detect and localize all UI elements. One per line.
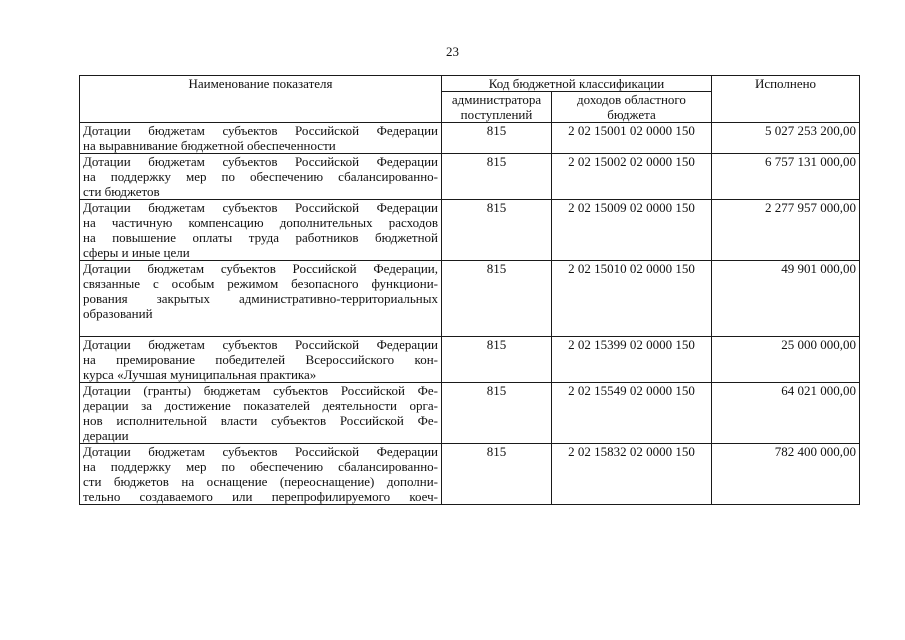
row-name-line: нов исполнительной власти субъектов Российской Фе-: [83, 413, 438, 428]
row-name-line: на поддержку мер по обеспечению сбалансированно-: [83, 459, 438, 474]
row-executed: 782 400 000,00: [712, 444, 860, 505]
table-row: [80, 200, 860, 261]
row-name-line: сти бюджетов: [83, 184, 160, 199]
row-income-code: 2 02 15549 02 0000 150: [552, 383, 712, 444]
header-code-group: Код бюджетной классификации: [442, 76, 712, 92]
row-name-line: на премирование победителей Всероссийского кон-: [83, 352, 438, 367]
row-name-line: Дотации бюджетам субъектов Российской Федерации,: [83, 261, 438, 276]
row-name-line: сферы и иные цели: [83, 245, 190, 260]
row-name-line: дерации за достижение показателей деятельности орга-: [83, 398, 438, 413]
row-income-code: 2 02 15001 02 0000 150: [552, 123, 712, 154]
row-executed: 2 277 957 000,00: [712, 200, 860, 261]
row-executed: 6 757 131 000,00: [712, 154, 860, 200]
row-name-line: Дотации бюджетам субъектов Российской Федерации: [83, 123, 438, 138]
row-executed: 5 027 253 200,00: [712, 123, 860, 154]
row-name-line: курса «Лучшая муниципальная практика»: [83, 367, 317, 382]
row-admin-code: 815: [442, 123, 552, 154]
row-name-line: Дотации (гранты) бюджетам субъектов Российской Фе-: [83, 383, 438, 398]
row-admin-code: 815: [442, 200, 552, 261]
header-admin-line1: администратора: [451, 92, 542, 107]
table-row: [80, 154, 860, 200]
table-row: [80, 444, 860, 505]
row-name: [80, 123, 442, 154]
row-name-line: Дотации бюджетам субъектов Российской Федерации: [83, 337, 438, 352]
row-name: [80, 154, 442, 200]
row-name: [80, 444, 442, 505]
table-body: [80, 123, 860, 505]
table-row: [80, 261, 860, 337]
row-admin-code: 815: [442, 444, 552, 505]
header-admin: [442, 92, 552, 123]
table-row: [80, 383, 860, 444]
row-income-code: 2 02 15010 02 0000 150: [552, 261, 712, 337]
row-name: [80, 337, 442, 383]
row-executed: 25 000 000,00: [712, 337, 860, 383]
row-admin-code: 815: [442, 337, 552, 383]
row-income-code: 2 02 15399 02 0000 150: [552, 337, 712, 383]
header-income: [552, 92, 712, 123]
row-name-line: Дотации бюджетам субъектов Российской Федерации: [83, 444, 438, 459]
row-name-line: на выравнивание бюджетной обеспеченности: [83, 138, 336, 153]
row-name-line: на повышение оплаты труда работников бюджетной: [83, 230, 438, 245]
row-name-line: Дотации бюджетам субъектов Российской Федерации: [83, 154, 438, 169]
header-row-top: [80, 76, 860, 92]
row-name: [80, 383, 442, 444]
header-executed: Исполнено: [712, 76, 860, 123]
table-row: [80, 337, 860, 383]
row-name-line: Дотации бюджетам субъектов Российской Федерации: [83, 200, 438, 215]
row-name-line: на поддержку мер по обеспечению сбалансированно-: [83, 169, 438, 184]
row-name-line: рования закрытых административно-территориальных: [83, 291, 438, 306]
row-income-code: 2 02 15002 02 0000 150: [552, 154, 712, 200]
row-executed: 64 021 000,00: [712, 383, 860, 444]
row-name-line: связанные с особым режимом безопасного функциони-: [83, 276, 438, 291]
row-name-line: дерации: [83, 428, 129, 443]
row-admin-code: 815: [442, 154, 552, 200]
header-income-line2: бюджета: [607, 107, 656, 122]
row-name-line: образований: [83, 306, 153, 321]
row-admin-code: 815: [442, 383, 552, 444]
table-row: [80, 123, 860, 154]
row-name-line: сти бюджетов на оснащение (переоснащение) дополни-: [83, 474, 438, 489]
header-name: Наименование показателя: [80, 76, 442, 123]
page-number: 23: [446, 44, 459, 59]
row-admin-code: 815: [442, 261, 552, 337]
row-name-line: тельно создаваемого или перепрофилируемого коеч-: [83, 489, 438, 504]
row-name: [80, 200, 442, 261]
row-executed: 49 901 000,00: [712, 261, 860, 337]
row-name-line: на частичную компенсацию дополнительных расходов: [83, 215, 438, 230]
header-income-line1: доходов областного: [577, 92, 686, 107]
row-name: [80, 261, 442, 337]
budget-table: [79, 75, 860, 505]
header-admin-line2: поступлений: [460, 107, 533, 122]
row-income-code: 2 02 15009 02 0000 150: [552, 200, 712, 261]
row-income-code: 2 02 15832 02 0000 150: [552, 444, 712, 505]
